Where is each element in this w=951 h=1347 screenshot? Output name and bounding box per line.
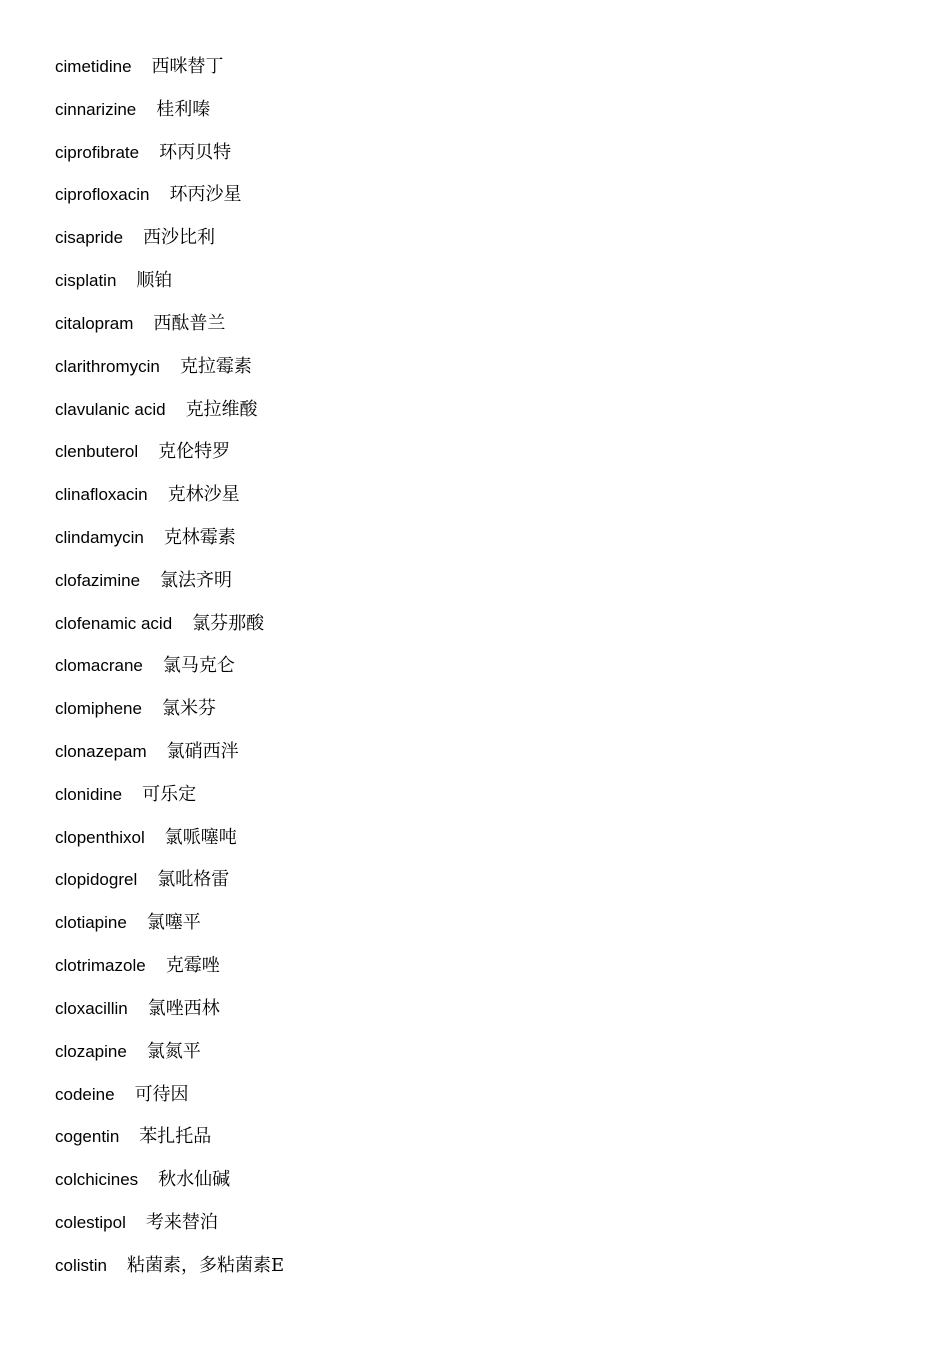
term-chinese: 秋水仙碱 — [158, 1169, 231, 1191]
term-english: clenbuterol — [55, 442, 139, 462]
term-chinese: 西咪替丁 — [151, 56, 224, 77]
list-item — [55, 1250, 915, 1293]
term-chinese: 氯氮平 — [146, 1040, 201, 1062]
term-chinese: 氯吡格雷 — [157, 869, 230, 891]
list-item — [55, 993, 915, 1036]
term-chinese: 考来替泊 — [145, 1211, 218, 1233]
list-item — [55, 608, 915, 651]
list-item — [55, 94, 915, 137]
term-english: clotiapine — [55, 913, 127, 933]
term-chinese: 环丙贝特 — [159, 141, 232, 163]
list-item — [55, 864, 915, 907]
term-chinese: 桂利嗪 — [156, 98, 211, 120]
term-english: clomiphene — [55, 699, 142, 719]
term-chinese: 苯扎托品 — [139, 1126, 212, 1148]
list-item — [55, 222, 915, 265]
term-english: clinafloxacin — [55, 485, 148, 505]
term-english: colchicines — [55, 1170, 139, 1190]
term-english: clarithromycin — [55, 356, 160, 376]
term-chinese: 西沙比利 — [143, 227, 216, 249]
term-chinese: 氯马克仑 — [162, 655, 235, 677]
term-chinese: 克拉霉素 — [179, 355, 252, 377]
term-chinese: 氯唑西林 — [147, 997, 220, 1019]
term-english: clindamycin — [55, 527, 144, 547]
term-english: colestipol — [55, 1212, 126, 1232]
list-item — [55, 565, 915, 608]
list-item — [55, 907, 915, 950]
term-english: colistin — [55, 1255, 107, 1275]
term-english: cinnarizine — [55, 99, 137, 119]
list-item — [55, 522, 915, 565]
glossary-list — [55, 51, 915, 1293]
term-english: cloxacillin — [55, 998, 128, 1018]
list-item — [55, 650, 915, 693]
list-item — [55, 736, 915, 779]
term-chinese: 顺铂 — [136, 270, 173, 292]
list-item — [55, 51, 915, 94]
term-chinese: 氯硝西泮 — [166, 741, 239, 762]
term-chinese: 可乐定 — [142, 783, 197, 805]
term-english: codeine — [55, 1084, 115, 1104]
list-item — [55, 308, 915, 351]
list-item — [55, 779, 915, 822]
list-item — [55, 693, 915, 736]
term-chinese: 克林沙星 — [167, 484, 240, 506]
term-chinese: 克霉唑 — [165, 955, 220, 977]
list-item — [55, 822, 915, 865]
term-english: clofazimine — [55, 570, 141, 590]
term-chinese: 氯哌噻吨 — [164, 826, 237, 848]
term-english: cogentin — [55, 1127, 120, 1147]
term-chinese: 可待因 — [134, 1083, 189, 1105]
term-english: ciprofloxacin — [55, 185, 150, 205]
term-english: ciprofibrate — [55, 142, 140, 162]
term-english: clotrimazole — [55, 956, 146, 976]
term-english: clonazepam — [55, 742, 147, 761]
term-chinese: 氯噻平 — [146, 912, 201, 934]
term-chinese: 氯芬那酸 — [192, 612, 265, 634]
term-chinese: 环丙沙星 — [169, 184, 242, 206]
term-chinese: 西酞普兰 — [153, 312, 226, 334]
list-item — [55, 479, 915, 522]
term-english: clavulanic acid — [55, 399, 166, 419]
term-chinese: 粘菌素，多粘菌素E — [126, 1254, 285, 1276]
list-item — [55, 265, 915, 308]
term-english: cisplatin — [55, 271, 117, 291]
list-item — [55, 137, 915, 180]
list-item — [55, 1164, 915, 1207]
list-item — [55, 1079, 915, 1122]
list-item — [55, 436, 915, 479]
term-english: clonidine — [55, 784, 123, 804]
term-chinese: 氯法齐明 — [160, 569, 233, 591]
term-english: clomacrane — [55, 656, 143, 676]
term-english: cisapride — [55, 228, 124, 248]
list-item — [55, 179, 915, 222]
term-english: cimetidine — [55, 57, 132, 76]
term-english: citalopram — [55, 313, 134, 333]
list-item — [55, 1121, 915, 1164]
term-chinese: 克伦特罗 — [158, 441, 231, 463]
term-chinese: 克林霉素 — [163, 526, 236, 548]
term-chinese: 氯米芬 — [161, 698, 216, 720]
term-chinese: 克拉维酸 — [185, 398, 258, 420]
term-english: clofenamic acid — [55, 613, 173, 633]
list-item — [55, 950, 915, 993]
term-english: clopidogrel — [55, 870, 138, 890]
list-item — [55, 394, 915, 437]
list-item — [55, 1036, 915, 1079]
term-english: clopenthixol — [55, 827, 145, 847]
list-item — [55, 1207, 915, 1250]
term-english: clozapine — [55, 1041, 127, 1061]
list-item — [55, 351, 915, 394]
